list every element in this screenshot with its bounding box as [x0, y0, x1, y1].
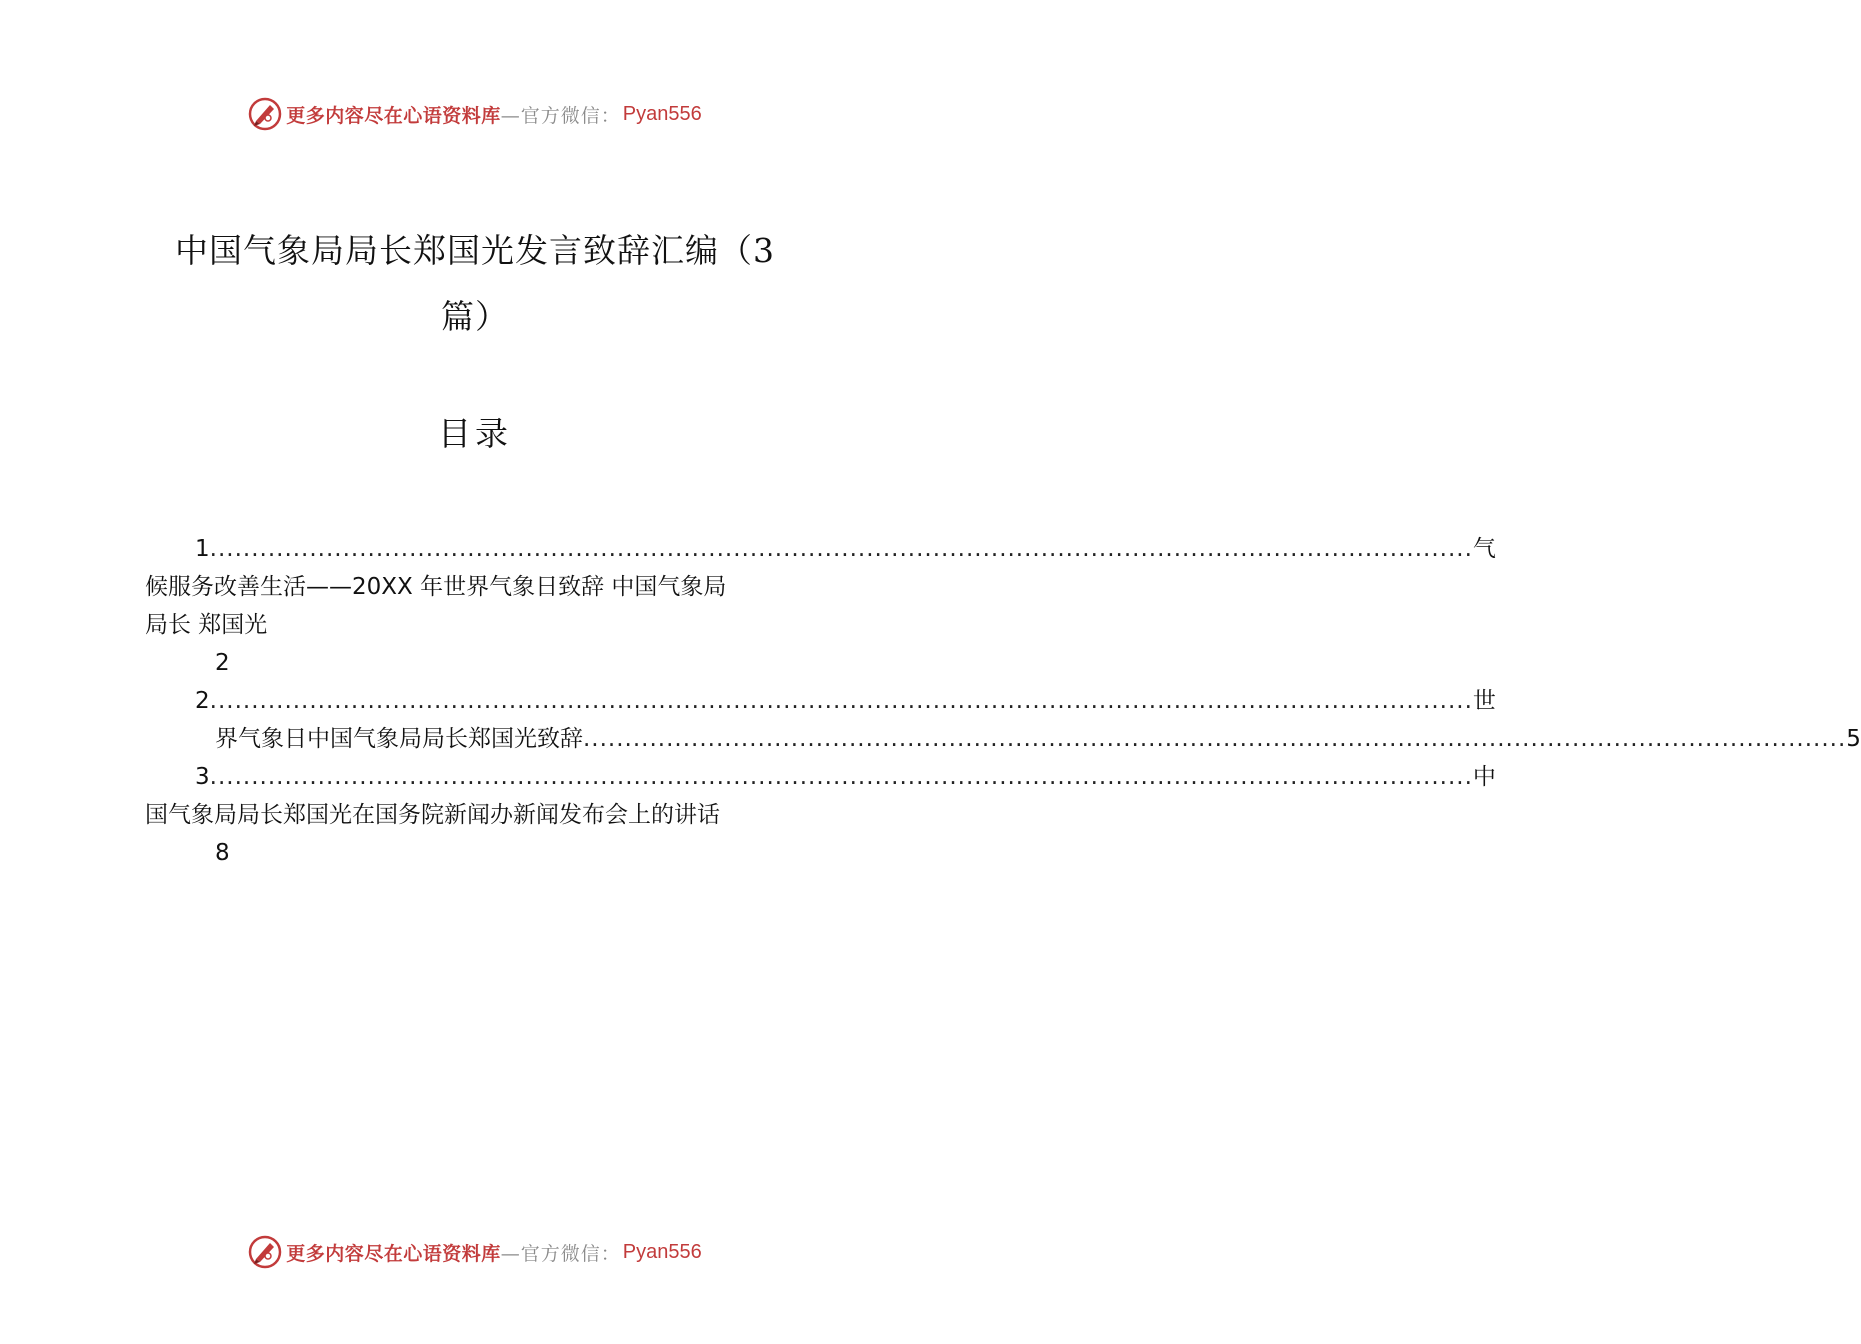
title-line-1: 中国气象局局长郑国光发言致辞汇编（3 — [175, 231, 775, 270]
banner-wechat-label: —官方微信： — [500, 1242, 621, 1265]
table-of-contents — [145, 530, 1861, 872]
dot-leader: ........................................................................................................................................................ — [209, 688, 1473, 714]
banner-promo-text: 更多内容尽在心语资料库 — [286, 104, 501, 127]
toc-entry-2-text: 界气象日中国气象局局长郑国光致辞 — [215, 726, 583, 752]
toc-entry-1-text[interactable]: 候服务改善生活——20XX 年世界气象日致辞 中国气象局 — [145, 574, 727, 600]
toc-entry-text-start: 气 — [1472, 536, 1496, 562]
toc-entry-3-text[interactable]: 国气象局局长郑国光在国务院新闻办新闻发布会上的讲话 — [145, 802, 720, 828]
toc-entry-2-page: 5 — [1846, 726, 1861, 752]
pen-logo-icon — [248, 97, 282, 131]
dot-leader: ........................................................................................................................................................ — [209, 536, 1473, 562]
document-title — [150, 218, 800, 350]
toc-entry-1-text-cont[interactable]: 局长 郑国光 — [145, 612, 268, 638]
dot-leader: ........................................................................................................................................................ — [583, 726, 1847, 752]
banner-wechat-label: —官方微信： — [500, 104, 621, 127]
header-banner — [0, 94, 950, 134]
banner-promo-text: 更多内容尽在心语资料库 — [286, 1242, 501, 1265]
toc-entry-text-start: 中 — [1472, 764, 1496, 790]
footer-banner — [0, 1232, 950, 1272]
toc-entry-3-page[interactable]: 8 — [215, 840, 230, 866]
toc-entry-2-text-row[interactable] — [145, 720, 1861, 758]
toc-entry-2-lead[interactable] — [145, 682, 1496, 720]
banner-wechat-id: Pyan556 — [622, 102, 702, 125]
toc-entry-text-start: 世 — [1472, 688, 1496, 714]
title-line-2: 篇） — [441, 297, 509, 336]
toc-entry-number: 1 — [195, 536, 210, 562]
toc-entry-number: 2 — [195, 688, 210, 714]
banner-wechat-id: Pyan556 — [622, 1240, 702, 1263]
toc-entry-1-lead[interactable] — [145, 530, 1496, 568]
toc-entry-number: 3 — [195, 764, 210, 790]
toc-entry-3-lead[interactable] — [145, 758, 1496, 796]
toc-entry-1-page[interactable]: 2 — [215, 650, 230, 676]
toc-heading: 目录 — [438, 414, 512, 453]
pen-logo-icon — [248, 1235, 282, 1269]
dot-leader: ........................................................................................................................................................ — [209, 764, 1473, 790]
